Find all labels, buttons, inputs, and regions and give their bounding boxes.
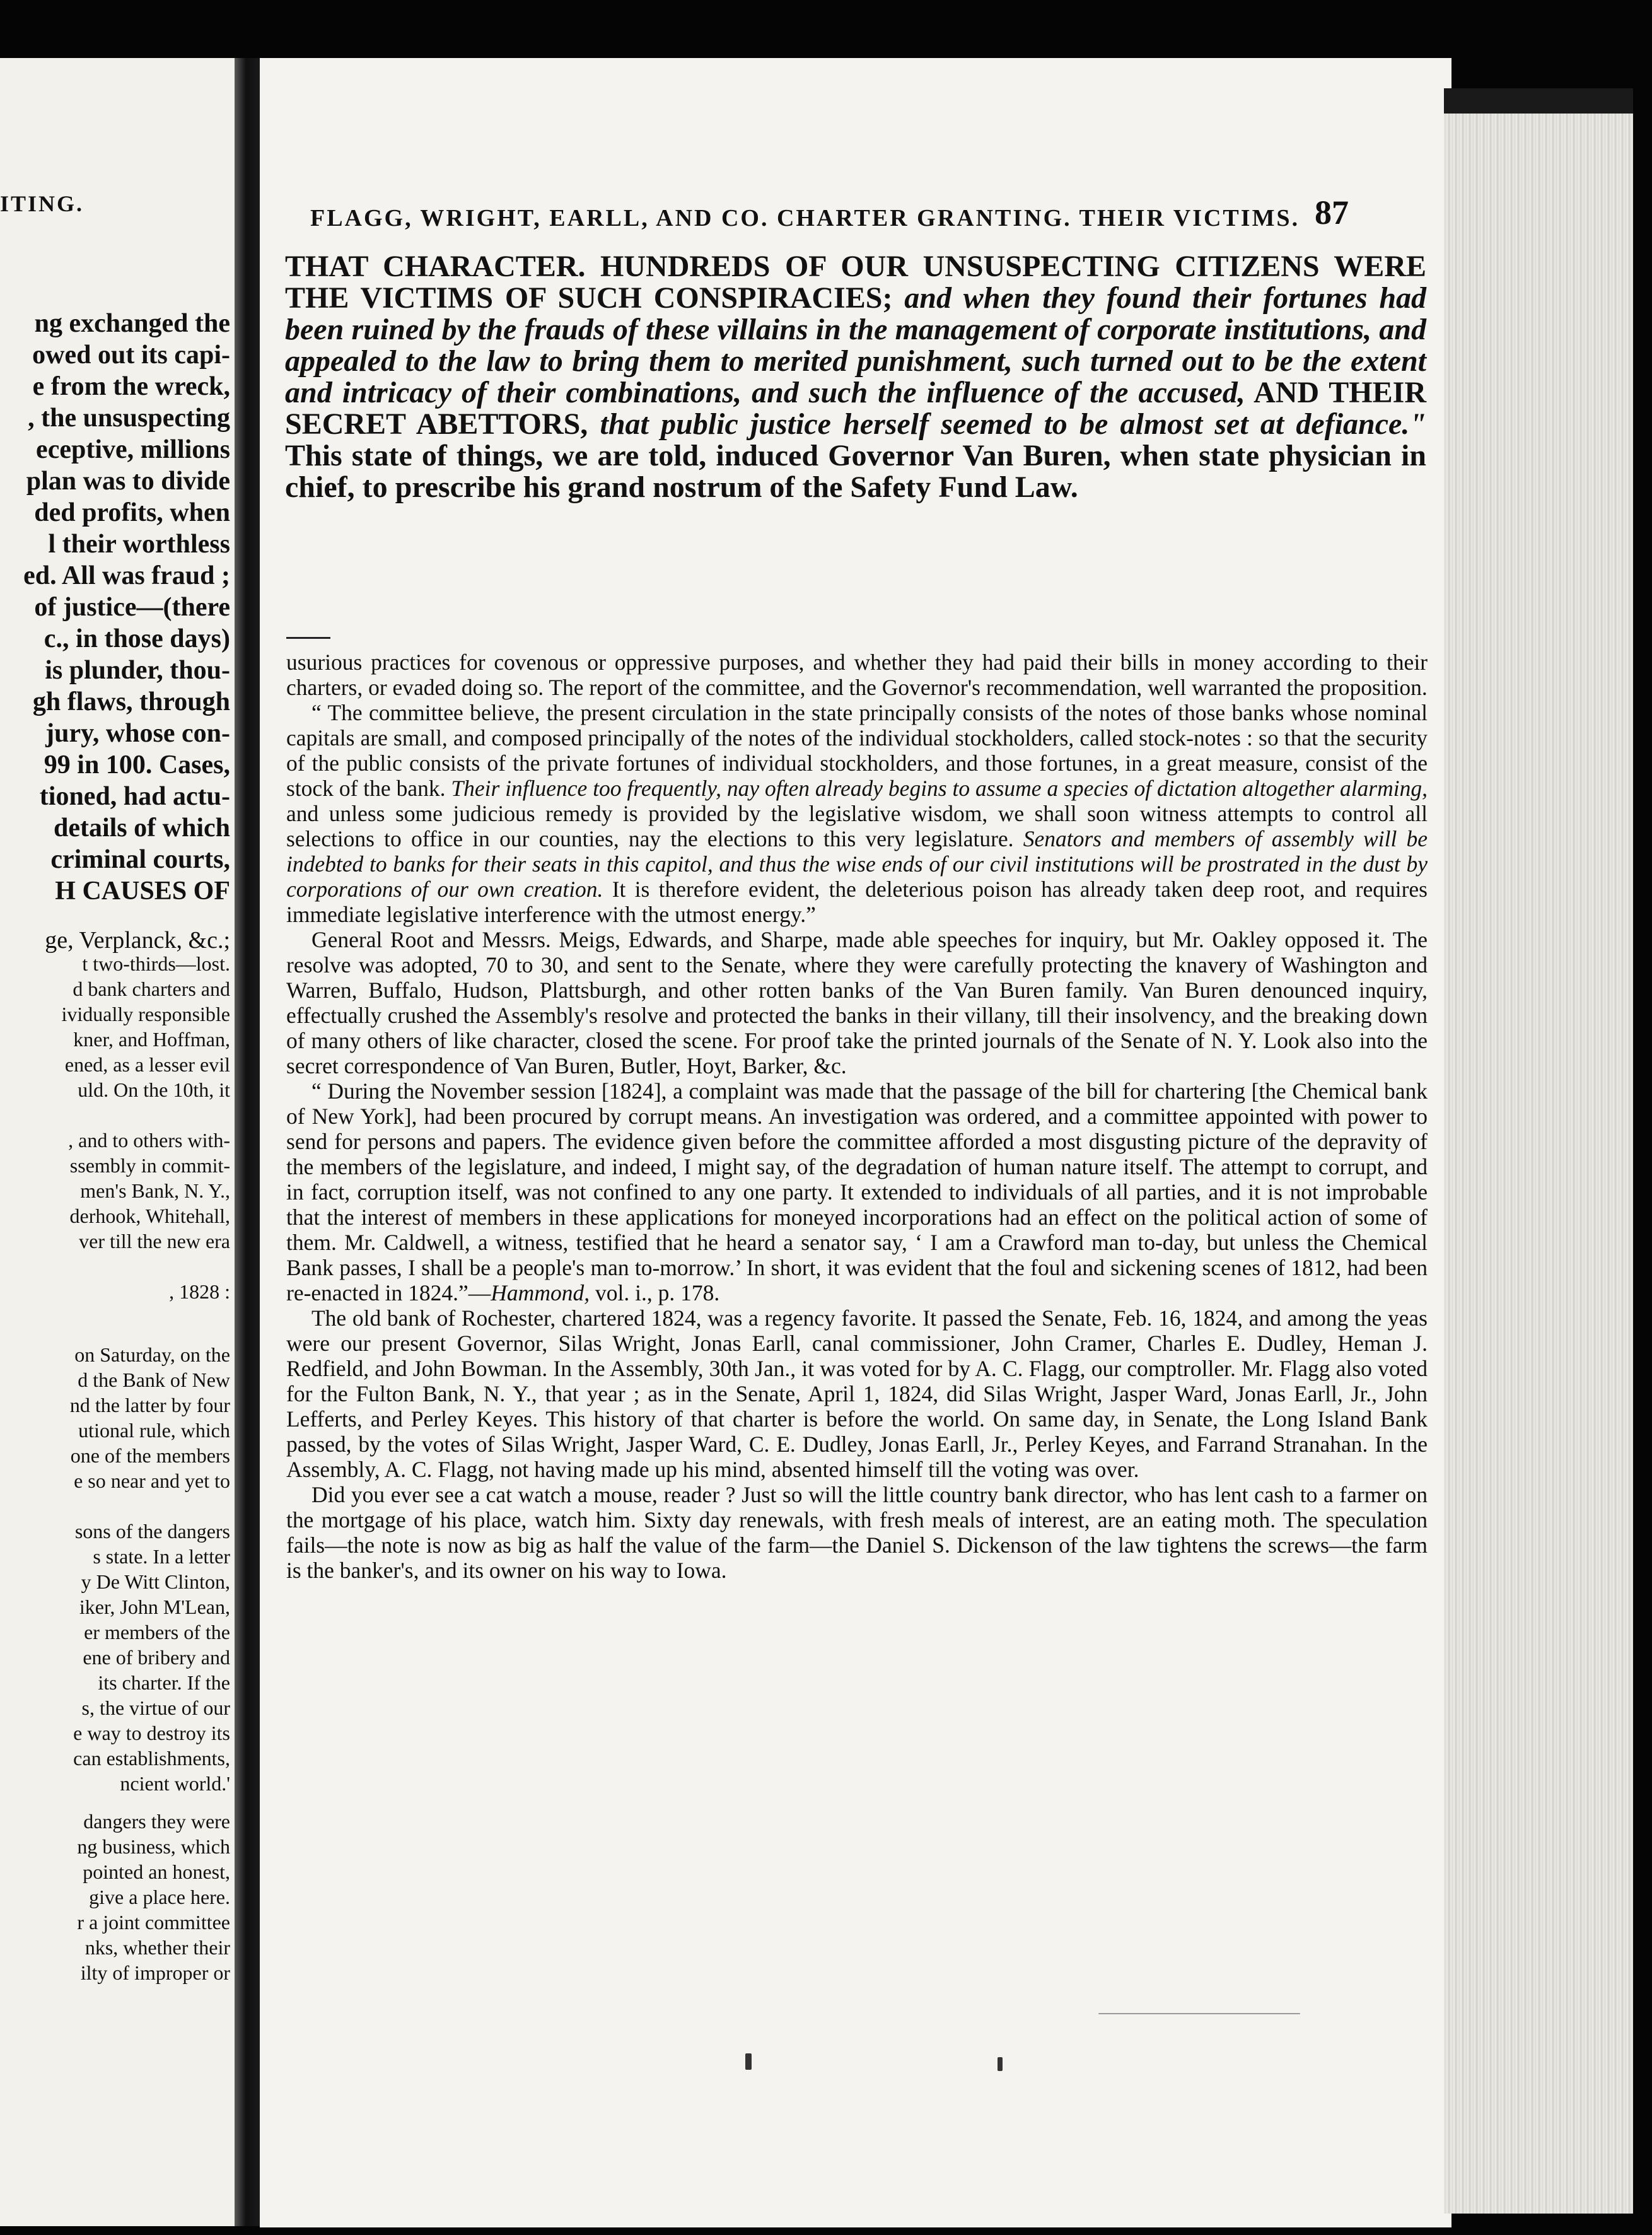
right-page — [260, 58, 1451, 2227]
left-page-line: criminal courts, — [50, 845, 230, 874]
left-page-line: details of which — [53, 814, 230, 843]
quote-text: “ During the November session [1824], a complaint was made that the passage of the bill for chartering [the Chemical bank of New York], had been procured by corrupt means. An investigation was ordered, and a committee appointed with power to send for persons and papers. The evidence given before the committee afforded a most disgusting picture of the depravity of the members of the legislature, and indeed, I might say, of the degradation of human nature itself. The attempt to corrupt, and in fact, corruption itself, was not confined to any one party. It extended to individuals of all parties, and it is not improbable that the interest of members in these applications for moneyed incorporations had an effect on the political action of some of them. Mr. Caldwell, a witness, testified that he heard a senator say, ‘ I am a Crawford man to-day, but unless the Chemical Bank passes, I shall be a people's man to-morrow.’ In short, it was evident that the foul and sickening scenes of 1812, had been re-enacted in 1824.”— — [286, 1078, 1428, 1305]
left-page-line: pointed an honest, — [83, 1860, 230, 1883]
page-edges-shadow — [1444, 88, 1633, 114]
quote-italic: Their influence too frequently, nay often already begins to assume a species of dictation altogether alarming, — [451, 776, 1428, 801]
left-page-line: y De Witt Clinton, — [81, 1570, 230, 1593]
left-page-line: t two-thirds—lost. — [82, 952, 230, 975]
left-page-line: tioned, had actu- — [39, 782, 230, 811]
left-page-line: ng business, which — [77, 1835, 230, 1858]
left-page-line: one of the members — [70, 1444, 230, 1467]
left-page-line: kner, and Hoffman, — [73, 1028, 230, 1051]
section-rule — [286, 637, 330, 639]
page-specks — [745, 2051, 1351, 2076]
left-page-line: owed out its capi- — [32, 341, 230, 370]
left-page-line: d the Bank of New — [78, 1368, 230, 1391]
lead-paragraph — [285, 251, 1426, 503]
ink-speck — [1098, 2013, 1300, 2014]
quote-text: “ The committee believe, the present circulation in the state principally consists of the notes of those banks whose nominal capitals are small, and composed principally of the notes of the individual stockholders, called stock-notes : so that the security of the public consists of the private fortunes of individual stockholders, and those fortunes, in a great measure, consist of the stock of the bank. — [286, 700, 1428, 801]
left-page-line: s, the virtue of our — [81, 1696, 230, 1719]
left-page-line: l their worthless — [48, 530, 230, 559]
left-page-line: c., in those days) — [44, 624, 230, 653]
left-page-line: ened, as a lesser evil — [64, 1053, 230, 1076]
left-page-line: e so near and yet to — [74, 1469, 230, 1492]
citation: vol. i., p. 178. — [595, 1280, 720, 1305]
left-page-line: give a place here. — [89, 1886, 230, 1908]
lead-italic-1: and when they found their fortunes had been ruined by the frauds of these villains in the management of corporate institutions, and appealed to the law to bring them to merited punishment, such turned out to be the extent and intricacy of their combinations, and such the influence of the accused, — [285, 281, 1427, 409]
left-page-line: its charter. If the — [98, 1671, 230, 1694]
left-page-line: jury, whose con- — [45, 719, 230, 748]
lead-italic-2: that public justice herself seemed to be almost set at defiance." — [600, 407, 1427, 441]
left-page-line: ene of bribery and — [83, 1646, 230, 1669]
left-page-line: ncient world.' — [120, 1772, 230, 1795]
left-page-line: er members of the — [84, 1621, 230, 1643]
left-page-line: on Saturday, on the — [74, 1343, 230, 1366]
left-page-line: utional rule, which — [78, 1419, 230, 1442]
left-page-line: , and to others with- — [68, 1129, 230, 1152]
paragraph: usurious practices for covenous or oppressive purposes, and whether they had paid their bills in money according to their charters, or evaded doing so. The report of the committee, and the Governor's recommendation, well warranted the proposition. — [286, 650, 1428, 700]
left-page-line: ssembly in commit- — [69, 1154, 230, 1177]
left-page-line: ded profits, when — [34, 498, 230, 527]
left-page-line: H CAUSES OF — [55, 877, 230, 906]
running-head: FLAGG, WRIGHT, EARLL, AND CO. CHARTER GRANTING. THEIR VICTIMS. — [310, 205, 1300, 231]
ink-speck — [998, 2057, 1003, 2071]
left-page-line: r a joint committee — [77, 1911, 230, 1934]
left-page-line: nd the latter by four — [69, 1394, 230, 1416]
left-page-line: uld. On the 10th, it — [78, 1078, 230, 1101]
left-page-line: ver till the new era — [79, 1230, 230, 1252]
left-page-line: ed. All was fraud ; — [23, 561, 230, 590]
left-page-line: d bank charters and — [73, 977, 230, 1000]
left-page-line: is plunder, thou- — [45, 656, 230, 685]
quote-text: and unless some judicious remedy is provided by the legislative wisdom, we shall soon witness attempts to control all selections to office in our counties, nay the elections to this very legislature. — [286, 801, 1428, 851]
left-page-line: , the unsuspecting — [28, 404, 230, 433]
body-text — [286, 650, 1428, 1583]
paragraph: The old bank of Rochester, chartered 1824, was a regency favorite. It passed the Senate, Feb. 16, 1824, and among the yeas were our present Governor, Silas Wright, Jonas Earll, canal commissioner, John Cramer, Charles E. Dudley, Heman J. Redfield, and John Bowman. In the Assembly, 30th Jan., it was voted for by A. C. Flagg, our comptroller. Mr. Flagg also voted for the Fulton Bank, N. Y., that year ; as in the Senate, April 1, 1824, did Silas Wright, Jasper Ward, Jonas Earll, Jr., John Lefferts, and Perley Keyes. This history of that charter is before the world. On same day, in Senate, the Long Island Bank passed, by the votes of Silas Wright, Jasper Ward, C. E. Dudley, Jonas Earll, Jr., Perley Keyes, and Farrand Stranahan. In the Assembly, A. C. Flagg, not having made up his mind, absented himself till the voting was over. — [286, 1305, 1428, 1482]
left-page-line: gh flaws, through — [32, 687, 230, 716]
left-page-line: ng exchanged the — [34, 309, 230, 338]
left-page-line: , 1828 : — [169, 1280, 230, 1303]
lead-caps-2: AND THEIR SECRET ABETTORS, — [285, 376, 1426, 441]
left-page-line: derhook, Whitehall, — [69, 1205, 230, 1227]
page-number: 87 — [1315, 194, 1349, 231]
left-page-line: can establishments, — [73, 1747, 230, 1770]
left-page-line: iker, John M'Lean, — [79, 1596, 230, 1618]
left-page-line: s state. In a letter — [93, 1545, 230, 1568]
left-page-line: ge, Verplanck, &c.; — [45, 927, 230, 954]
left-page — [0, 58, 235, 2226]
left-page-line: men's Bank, N. Y., — [80, 1179, 230, 1202]
quote-italic: Senators and members of assembly will be indebted to banks for their seats in this capitol, and thus the wise ends of our civil institutions will be prostrated in the dust by corporations of our own creation. — [286, 826, 1428, 902]
book-gutter — [235, 58, 260, 2226]
citation-author: Hammond, — [491, 1280, 590, 1305]
left-page-line: e from the wreck, — [32, 372, 230, 401]
left-page-line: 99 in 100. Cases, — [44, 750, 230, 779]
paragraph: General Root and Messrs. Meigs, Edwards, and Sharpe, made able speeches for inquiry, but Mr. Oakley opposed it. The resolve was adopted, 70 to 30, and sent to the Senate, where they were carefully protecting the knavery of Washington and Warren, Buffalo, Hudson, Plattsburgh, and other rotten banks of the Van Buren family. Van Buren denounced inquiry, effectually crushed the Assembly's resolve and protected the banks in their villany, till their insolvency, and the breaking down of many others of like character, closed the scene. For proof take the printed journals of the Senate of N. Y. Look also into the secret correspondence of Van Buren, Butler, Hoyt, Barker, &c. — [286, 927, 1428, 1078]
quote-paragraph — [286, 700, 1428, 927]
ink-speck — [745, 2053, 752, 2070]
left-page-line: sons of the dangers — [74, 1520, 230, 1543]
quote-paragraph — [286, 1078, 1428, 1305]
left-running-head: ITING. — [0, 191, 84, 216]
quote-text: It is therefore evident, the deleterious poison has already taken deep root, and requires immediate legislative interference with the utmost energy.” — [286, 877, 1428, 927]
page-edges — [1444, 88, 1633, 2214]
left-page-line: nks, whether their — [84, 1936, 230, 1959]
left-page-line: e way to destroy its — [73, 1722, 230, 1744]
left-page-line: of justice—(there — [34, 593, 230, 622]
paragraph: Did you ever see a cat watch a mouse, reader ? Just so will the little country bank director, who has lent cash to a farmer on the mortgage of his place, watch him. Sixty day renewals, with fresh meals of interest, are an eating moth. The speculation fails—the note is now as big as half the value of the farm—the Daniel S. Dickenson of the law tightens the screws—the farm is the banker's, and its owner on his way to Iowa. — [286, 1482, 1428, 1583]
left-page-line: plan was to divide — [26, 467, 230, 496]
left-page-line: dangers they were — [83, 1810, 230, 1833]
lead-caps: THAT CHARACTER. HUNDREDS OF OUR UNSUSPECTING CITIZENS WERE THE VICTIMS OF SUCH CONSPIRACIES; — [285, 250, 1426, 315]
left-page-line: ilty of improper or — [80, 1961, 230, 1984]
lead-tail: This state of things, we are told, induced Governor Van Buren, when state physician in chief, to prescribe his grand nostrum of the Safety Fund Law. — [285, 439, 1426, 504]
left-page-line: ividually responsible — [61, 1003, 230, 1025]
left-page-line: eceptive, millions — [36, 435, 230, 464]
